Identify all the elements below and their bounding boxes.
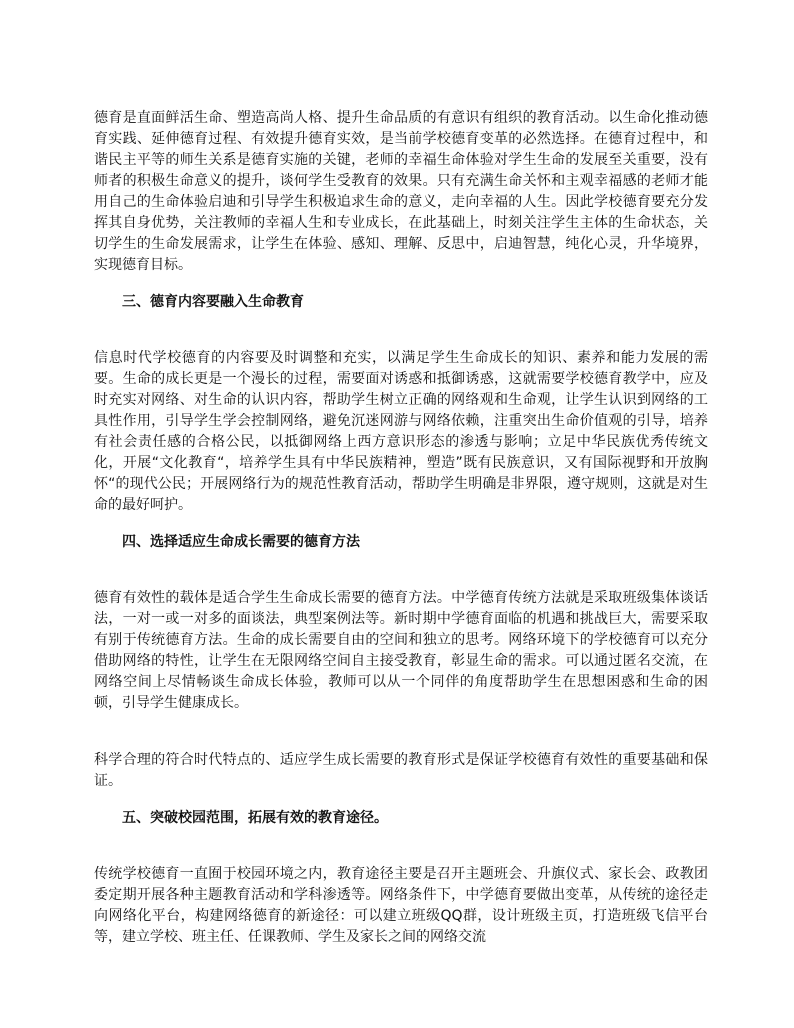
paragraph-section-4-summary: 科学合理的符合时代特点的、适应学生成长需要的教育形式是保证学校德育有效性的重要基础和保证。 <box>94 752 708 789</box>
paragraph-intro: 德育是直面鲜活生命、塑造高尚人格、提升生命品质的有意识有组织的教育活动。以生命化推动德育实践、延伸德育过程、有效提升德育实效，是当前学校德育变革的必然选择。在德育过程中，和谐民主平等的师生关系是德育实施的关键，老师的幸福生命体验对学生生命的发展至关重要，没有师者的积极生命意义的提升，谈何学生受教育的效果。只有充满生命关怀和主观幸福感的老师才能用自己的生命体验启迪和引导学生积极追求生命的意义，走向幸福的人生。因此学校德育要充分发挥其自身优势，关注教师的幸福人生和专业成长，在此基础上，时刻关注学生主体的生命状态，关切学生的生命发展需求，让学生在体验、感知、理解、反思中，启迪智慧，纯化心灵，升华境界，实现德育目标。 <box>94 110 708 273</box>
paragraph-section-3: 信息时代学校德育的内容要及时调整和充实，以满足学生生命成长的知识、素养和能力发展的需要。生命的成长更是一个漫长的过程，需要面对诱惑和抵御诱惑，这就需要学校德育教学中，应及时充实对网络、对生命的认识内容，帮助学生树立正确的网络观和生命观，让学生认识到网络的工具性作用，引导学生学会控制网络，避免沉迷网游与网络依赖，注重突出生命价值观的引导，培养有社会责任感的合格公民，以抵御网络上西方意识形态的渗透与影响；立足中华民族优秀传统文化，开展“文化教育“，培养学生具有中华民族精神，塑造”既有民族意识，又有国际视野和开放胸怀“的现代公民；开展网络行为的规范性教育活动，帮助学生明确是非界限，遵守规则，这就是对生命的最好呵护。 <box>94 350 708 513</box>
section-heading-4: 四、选择适应生命成长需要的德育方法 <box>122 534 360 550</box>
document-body <box>94 108 708 948</box>
section-heading-5: 五、突破校园范围，拓展有效的教育途径。 <box>122 810 388 826</box>
paragraph-section-4: 德育有效性的载体是适合学生生命成长需要的德育方法。中学德育传统方法就是采取班级集体谈话法，一对一或一对多的面谈法，典型案例法等。新时期中学德育面临的机遇和挑战巨大，需要采取有别于传统德育方法。生命的成长需要自由的空间和独立的思考。网络环境下的学校德育可以充分借助网络的特性，让学生在无限网络空间自主接受教育，彰显生命的需求。可以通过匿名交流，在网络空间上尽情畅谈生命成长体验，教师可以从一个同伴的角度帮助学生在思想困惑和生命的困顿，引导学生健康成长。 <box>94 590 708 711</box>
section-heading-3: 三、德育内容要融入生命教育 <box>122 294 304 310</box>
paragraph-section-5: 传统学校德育一直囿于校园环境之内，教育途径主要是召开主题班会、升旗仪式、家长会、政教团委定期开展各种主题教育活动和学科渗透等。网络条件下，中学德育要做出变革，从传统的途径走向网络化平台，构建网络德育的新途径：可以建立班级QQ群，设计班级主页，打造班级飞信平台等，建立学校、班主任、任课教师、学生及家长之间的网络交流 <box>94 866 708 945</box>
